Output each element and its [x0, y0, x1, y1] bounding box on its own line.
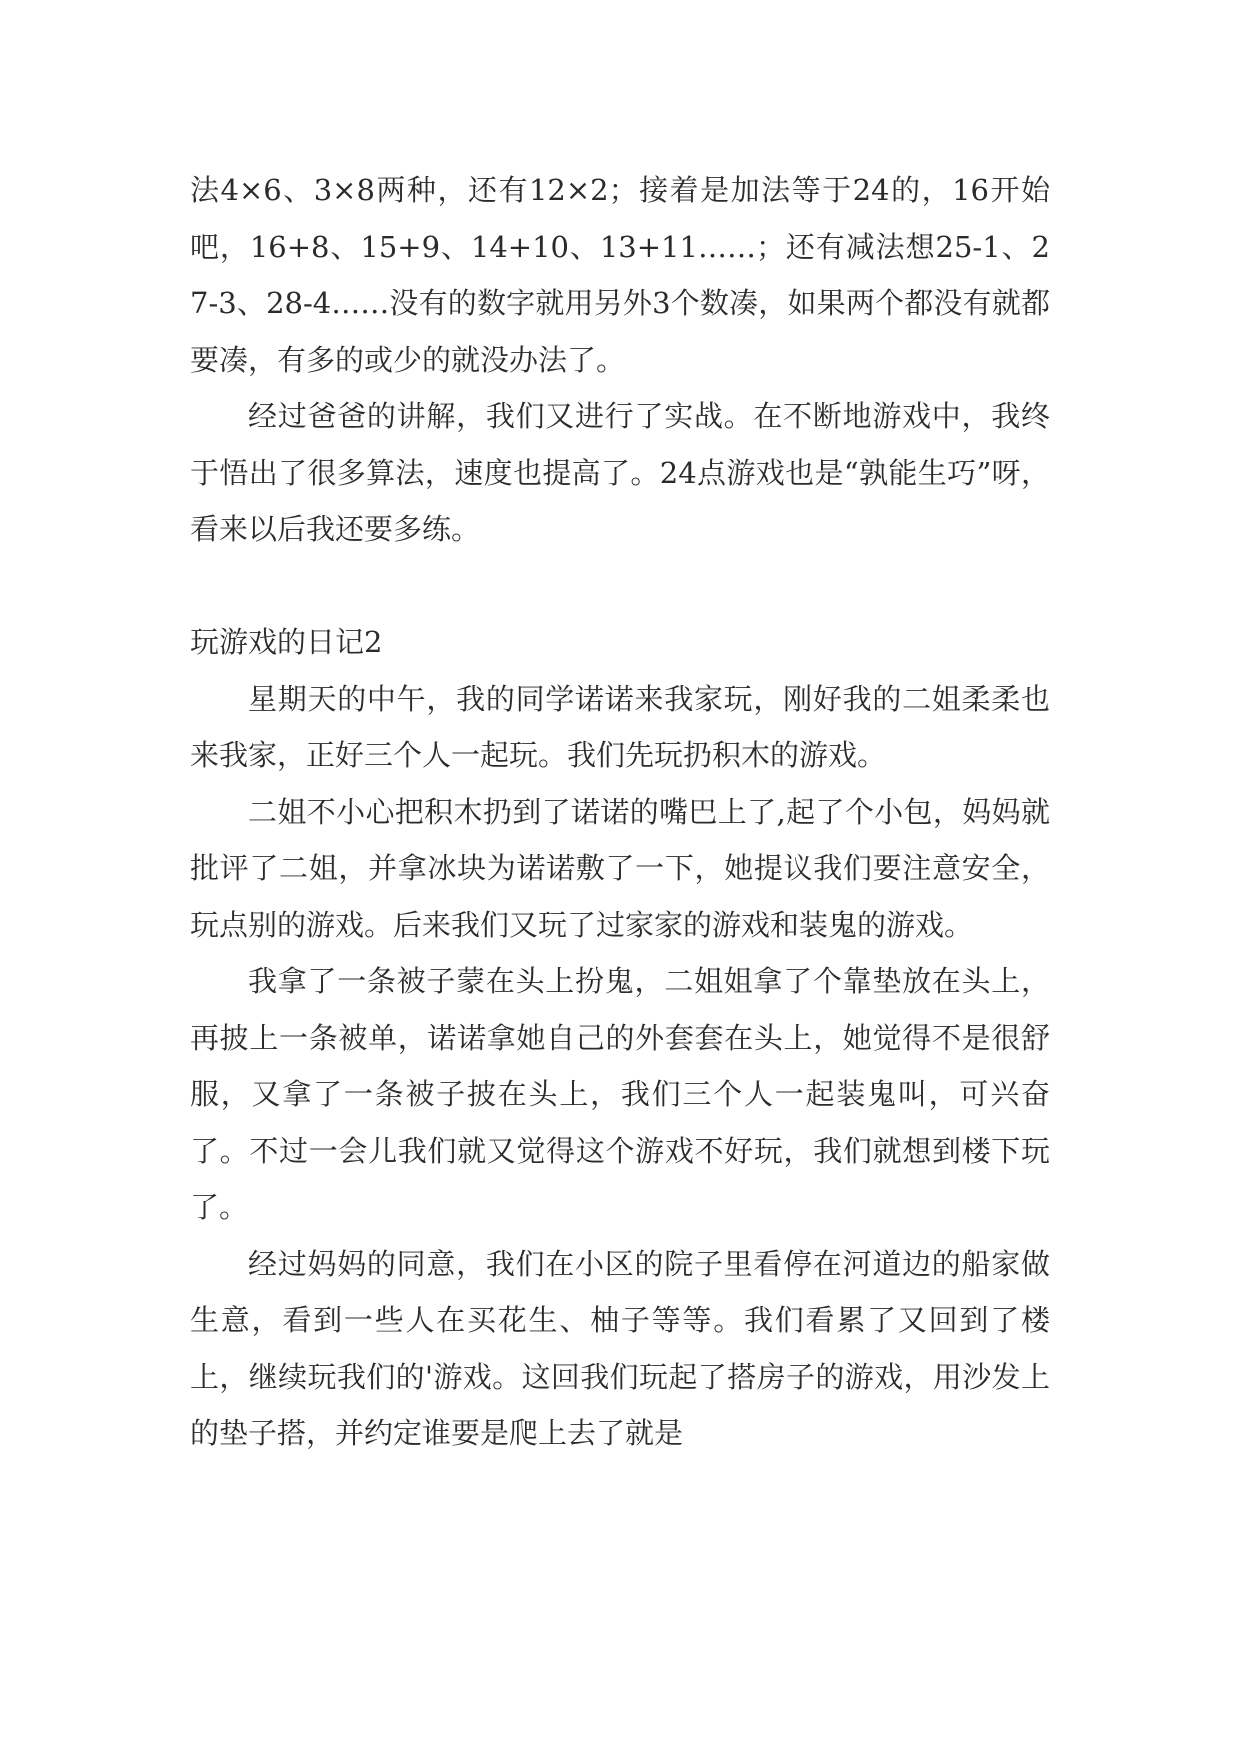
section-title: 玩游戏的日记2: [190, 625, 383, 659]
continuation-paragraph: 法4×6、3×8两种，还有12×2；接着是加法等于24的，16开始吧，16+8、15+9、14+10、13+11……；还有减法想25-1、27-3、28-4……没有的数字就用另外3个数凑，如果两个都没有就都要凑，有多的或少的就没办法了。: [190, 173, 1050, 377]
body-paragraph: 我拿了一条被子蒙在头上扮鬼，二姐姐拿了个靠垫放在头上，再披上一条被单，诺诺拿她自己的外套套在头上，她觉得不是很舒服，又拿了一条被子披在头上，我们三个人一起装鬼叫，可兴奋了。不过一会儿我们就又觉得这个游戏不好玩，我们就想到楼下玩了。: [190, 964, 1050, 1224]
body-paragraph: 经过妈妈的同意，我们在小区的院子里看停在河道边的船家做生意，看到一些人在买花生、柚子等等。我们看累了又回到了楼上，继续玩我们的'游戏。这回我们玩起了搭房子的游戏，用沙发上的垫子搭，并约定谁要是爬上去了就是: [190, 1246, 1050, 1450]
document-body: [190, 162, 1050, 1462]
body-paragraph: 星期天的中午，我的同学诺诺来我家玩，刚好我的二姐柔柔也来我家，正好三个人一起玩。我们先玩扔积木的游戏。: [190, 681, 1050, 772]
section-gap: [190, 558, 1050, 615]
body-paragraph: 二姐不小心把积木扔到了诺诺的嘴巴上了,起了个小包，妈妈就批评了二姐，并拿冰块为诺诺敷了一下，她提议我们要注意安全，玩点别的游戏。后来我们又玩了过家家的游戏和装鬼的游戏。: [190, 794, 1050, 942]
summary-paragraph: 经过爸爸的讲解，我们又进行了实战。在不断地游戏中，我终于悟出了很多算法，速度也提高了。24点游戏也是“孰能生巧”呀，看来以后我还要多练。: [190, 399, 1050, 546]
